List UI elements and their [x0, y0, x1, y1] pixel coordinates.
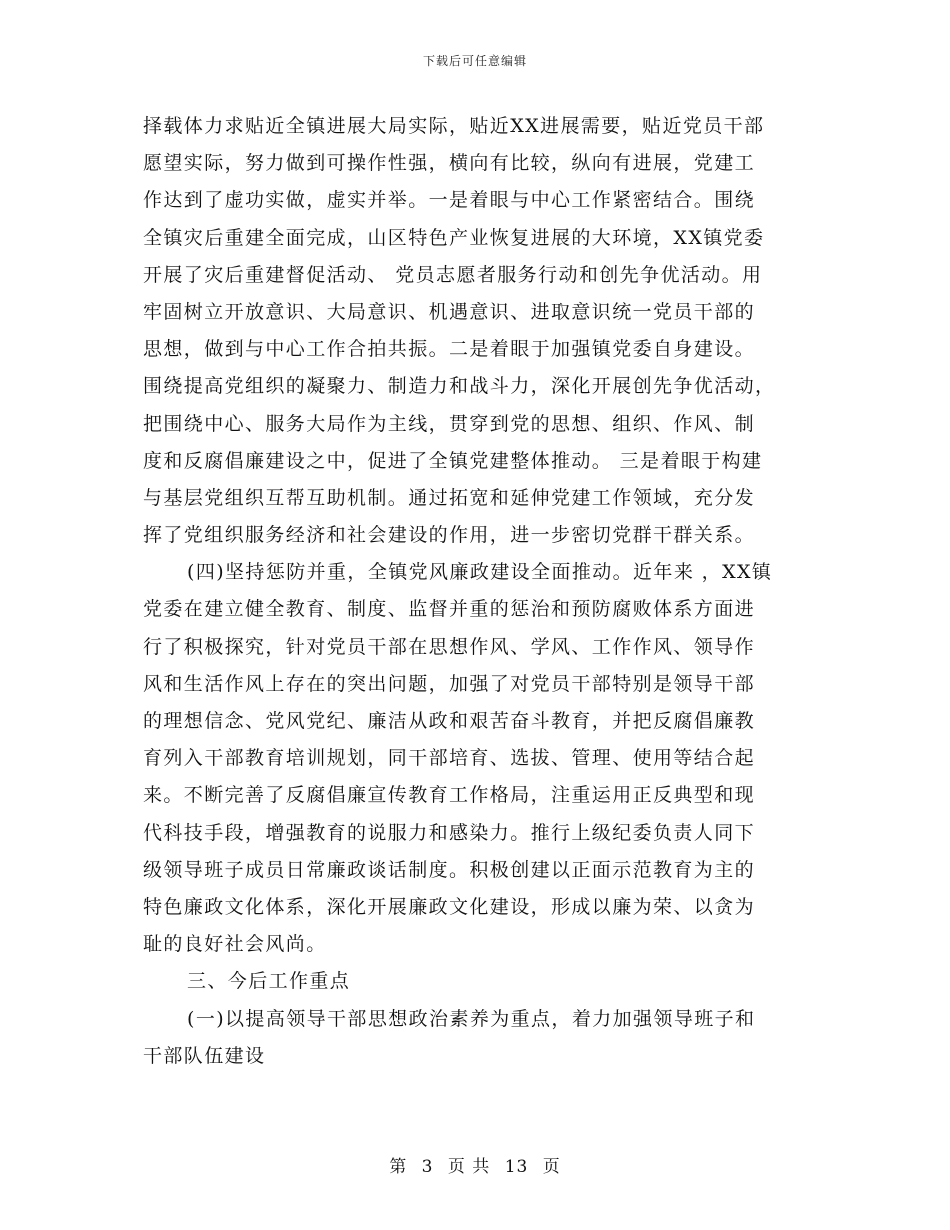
body-line: 择载体力求贴近全镇进展大局实际，贴近XX进展需要，贴近党员干部	[143, 115, 765, 137]
body-line: 围绕提高党组织的凝聚力、制造力和战斗力，深化开展创先争优活动，	[143, 375, 776, 398]
body-line: 开展了灾后重建督促活动、 党员志愿者服务行动和创先争优活动。用	[143, 263, 763, 286]
body-line: 特色廉政文化体系，深化开展廉政文化建设，形成以廉为荣、以贪为	[143, 895, 756, 918]
paragraph-start-line: (四)坚持惩防并重，全镇党风廉政建设全面推动。近年来 ，XX镇	[187, 561, 773, 584]
body-line: 挥了党组织服务经济和社会建设的作用，进一步密切党群干群关系。	[143, 524, 756, 547]
document-body	[143, 108, 813, 1075]
body-line: 代科技手段，增强教育的说服力和感染力。推行上级纪委负责人同下	[143, 821, 756, 844]
body-line: 作达到了虚功实做，虚实并举。一是着眼与中心工作紧密结合。围绕	[143, 189, 756, 212]
total-pages: 13	[504, 1157, 529, 1177]
page-middle: 页 共	[447, 1157, 491, 1177]
page-prefix: 第	[389, 1157, 408, 1177]
body-line: 来。不断完善了反腐倡廉宣传教育工作格局，注重运用正反典型和现	[143, 784, 756, 807]
body-line: 干部队伍建设	[143, 1044, 266, 1067]
body-line: 耻的良好社会风尚。	[143, 933, 327, 956]
body-line: 度和反腐倡廉建设之中，促进了全镇党建整体推动。 三是着眼于构建	[143, 449, 763, 472]
body-line: 级领导班子成员日常廉政谈话制度。积极创建以正面示范教育为主的	[143, 858, 756, 881]
body-line: 党委在建立健全教育、制度、监督并重的惩治和预防腐败体系方面进	[143, 598, 756, 621]
body-line: 与基层党组织互帮互助机制。通过拓宽和延伸党建工作领域，充分发	[143, 486, 756, 509]
body-line: 育列入干部教育培训规划，同干部培育、选拔、管理、使用等结合起	[143, 747, 756, 770]
body-line: 思想，做到与中心工作合拍共振。二是着眼于加强镇党委自身建设。	[143, 338, 756, 361]
page-footer	[0, 1152, 950, 1177]
body-line: 把围绕中心、服务大局作为主线，贯穿到党的思想、组织、作风、制	[143, 412, 756, 435]
page-suffix: 页	[542, 1157, 561, 1177]
body-line: 牢固树立开放意识、大局意识、机遇意识、进取意识统一党员干部的	[143, 300, 756, 323]
body-line: 行了积极探究，针对党员干部在思想作风、学风、工作作风、领导作	[143, 635, 756, 658]
body-line: 全镇灾后重建全面完成，山区特色产业恢复进展的大环境，XX镇党委	[143, 226, 765, 249]
body-line: 风和生活作风上存在的突出问题，加强了对党员干部特别是领导干部	[143, 672, 756, 695]
page-header	[0, 52, 950, 69]
header-note: 下载后可任意编辑	[422, 54, 527, 68]
body-line: 愿望实际，努力做到可操作性强，横向有比较，纵向有进展，党建工	[143, 152, 756, 175]
body-line: 的理想信念、党风党纪、廉洁从政和艰苦奋斗教育，并把反腐倡廉教	[143, 710, 756, 732]
page-number: 3	[421, 1157, 434, 1177]
paragraph-start-line: (一)以提高领导干部思想政治素养为重点，着力加强领导班子和	[187, 1007, 756, 1030]
section-heading: 三、今后工作重点	[187, 970, 351, 993]
